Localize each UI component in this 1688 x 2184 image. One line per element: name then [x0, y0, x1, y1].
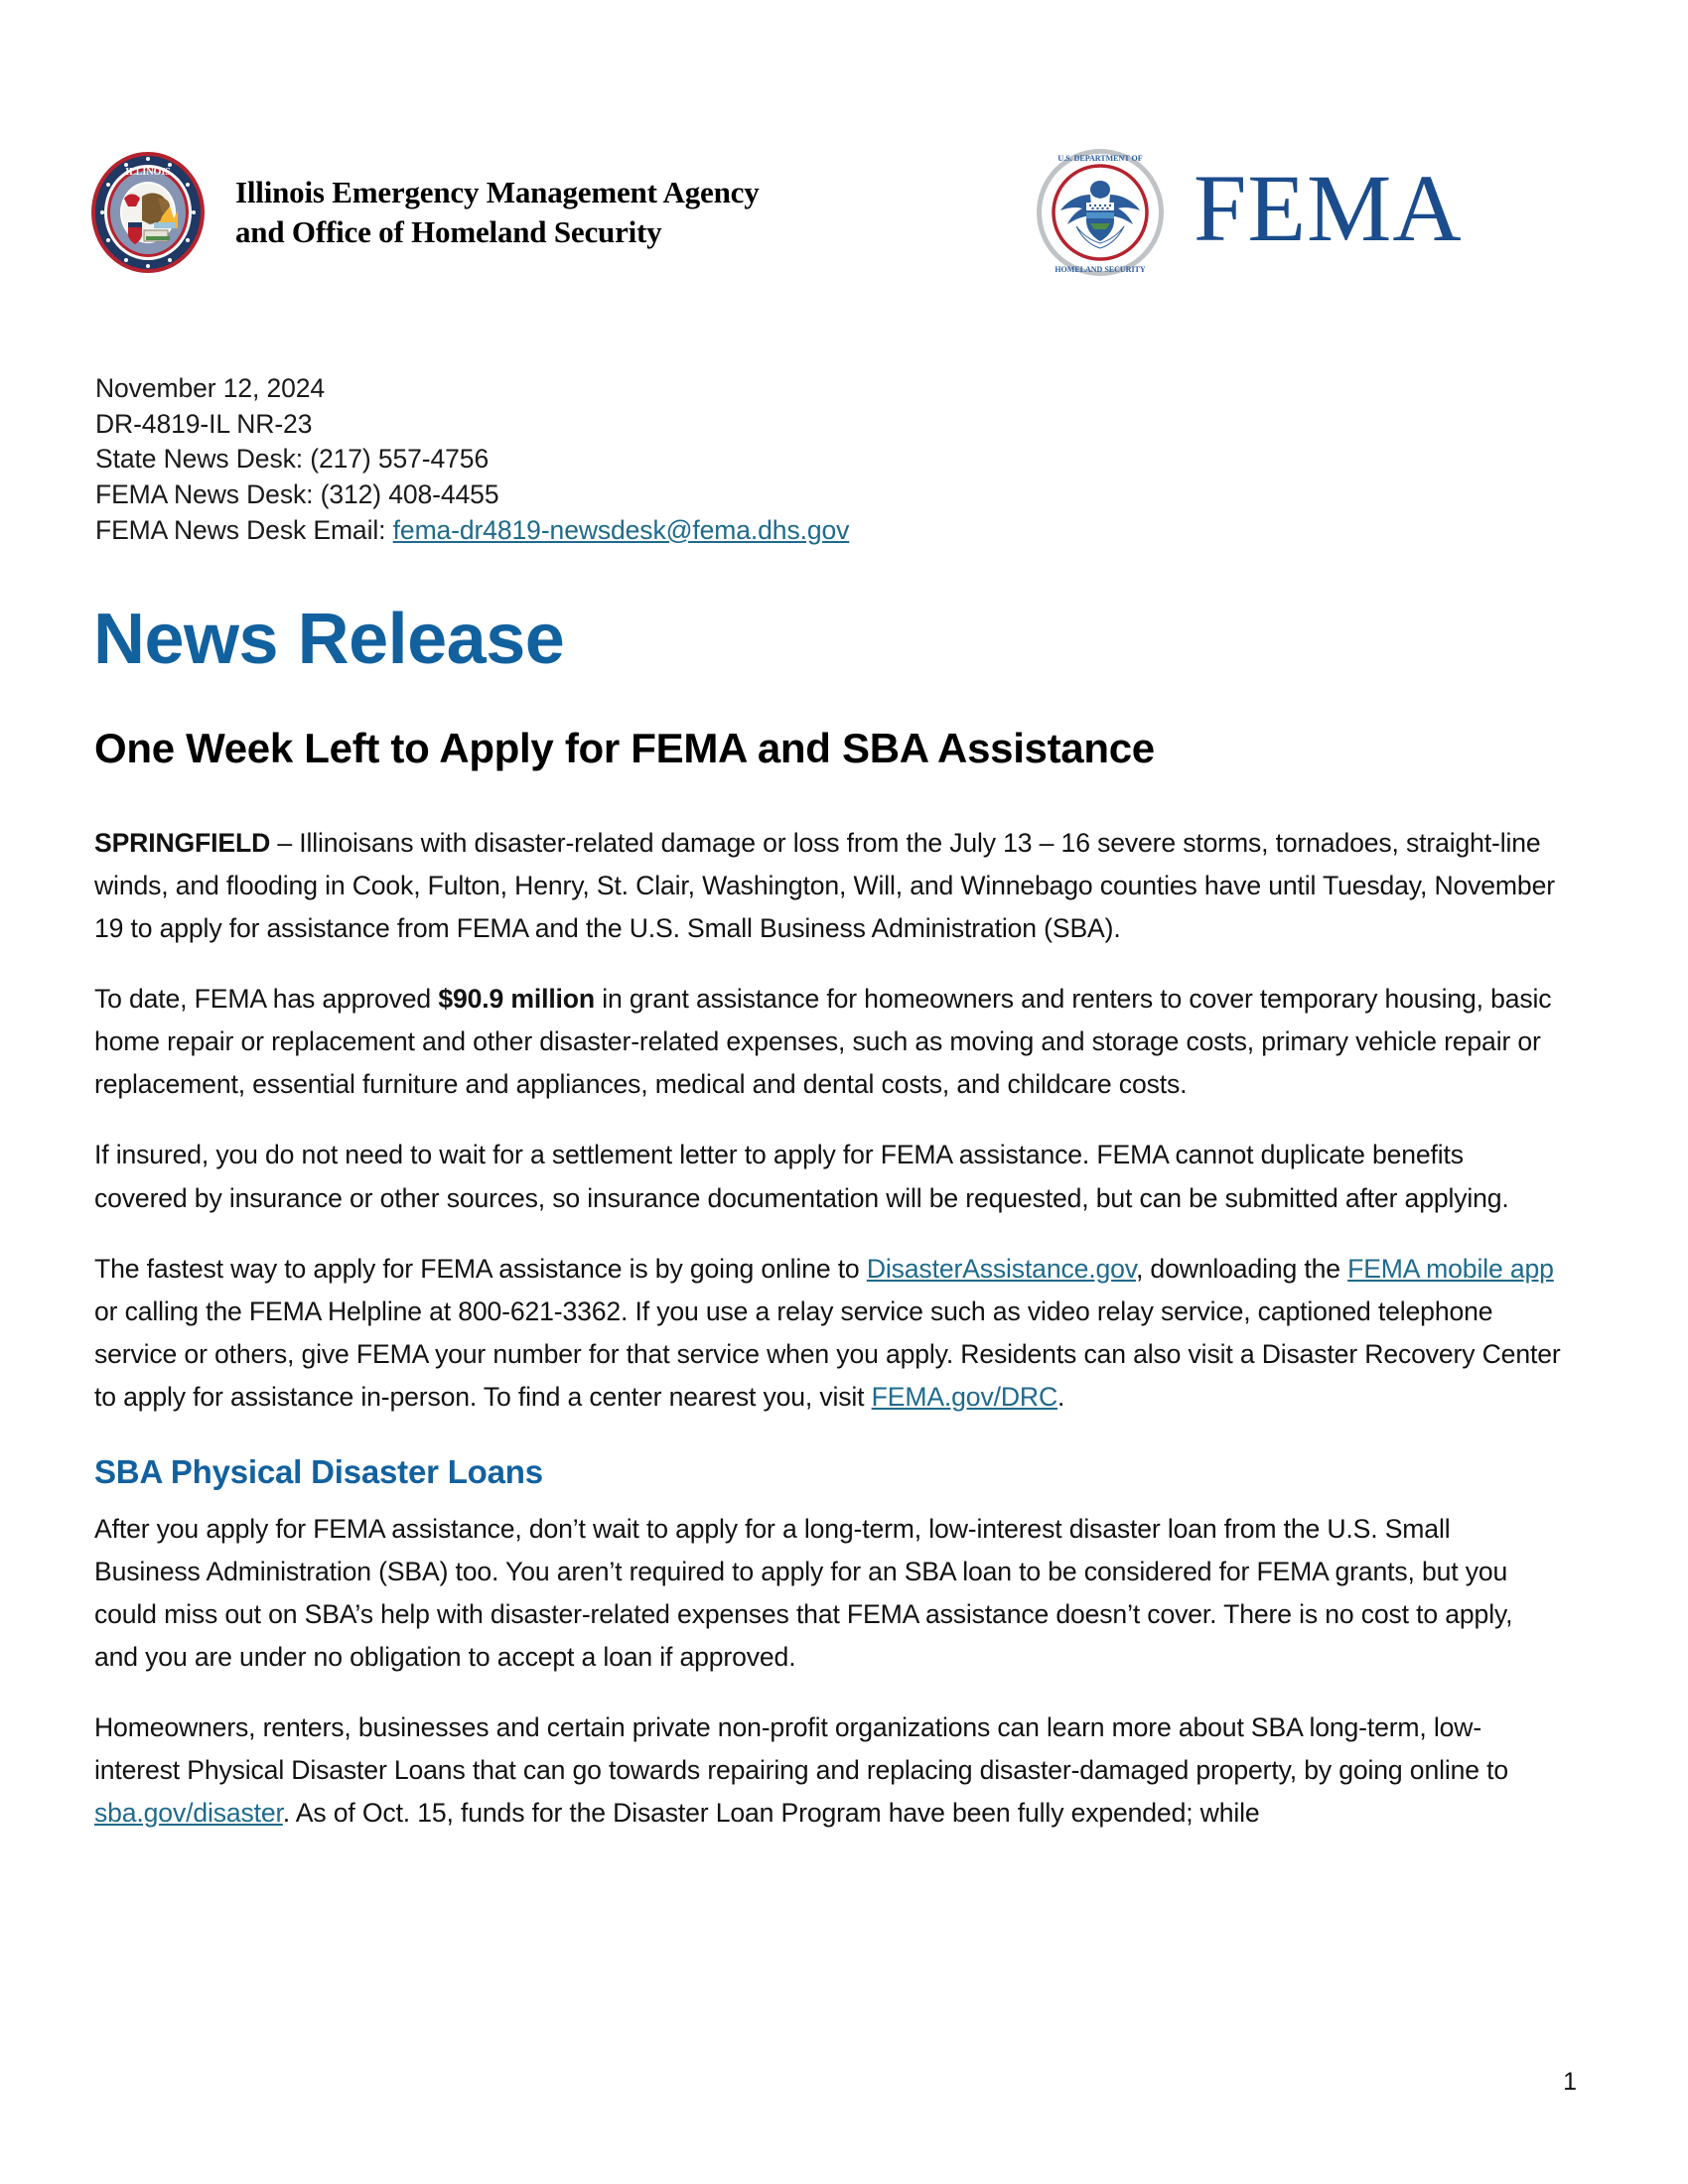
svg-text:U.S. DEPARTMENT OF: U.S. DEPARTMENT OF: [1057, 154, 1143, 163]
paragraph-grant-total: [94, 978, 1562, 1106]
paragraph-1-text: – Illinoisans with disaster-related damage or loss from the July 13 – 16 severe storms, tornadoes, straight-line winds, and flooding in Cook, Fulton, Henry, St. Clair, Washington, Will, and Winnebago counties have until Tuesday, November 19 to apply for assistance from FEMA and the U.S. Small Business Administration (SBA).: [94, 828, 1555, 944]
paragraph-6-text-a: Homeowners, renters, businesses and certain private non-profit organizations can learn more about SBA long-term, low-interest Physical Disaster Loans that can go towards repairing and replacing disaster-damaged property, by going online to: [94, 1711, 1508, 1785]
svg-text:HOMELAND SECURITY: HOMELAND SECURITY: [1055, 265, 1146, 274]
illinois-emergency-management-seal-icon: [84, 149, 211, 276]
fema-gov-drc-link[interactable]: FEMA.gov/DRC: [871, 1381, 1057, 1412]
fema-news-desk-email-link[interactable]: fema-dr4819-newsdesk@fema.dhs.gov: [392, 514, 850, 545]
paragraph-sba-apply: After you apply for FEMA assistance, don’t wait to apply for a long-term, low-interest disaster loan from the U.S. Small Business Administration (SBA) too. You aren’t required to apply for an SBA loan to be considered for FEMA grants, but you could miss out on SBA’s help with disaster-related expenses that FEMA assistance doesn’t cover. There is no cost to apply, and you are under no obligation to accept a loan if approved.: [94, 1513, 1513, 1672]
svg-text:ILLINOIS: ILLINOIS: [125, 167, 171, 178]
dhs-seal-icon: [1033, 145, 1168, 280]
news-release-title: News Release: [93, 600, 565, 679]
paragraph-4-text-a: The fastest way to apply for FEMA assistance is by going online to: [94, 1253, 867, 1284]
paragraph-2-text-a: To date, FEMA has approved: [94, 984, 439, 1015]
fema-wordmark: FEMA: [1194, 155, 1463, 261]
state-news-desk: State News Desk: (217) 557-4756: [95, 444, 490, 475]
paragraph-sba-loans: [94, 1706, 1562, 1835]
disasterassistance-gov-link[interactable]: DisasterAssistance.gov: [866, 1253, 1136, 1284]
paragraph-4-text-b: , downloading the: [1135, 1253, 1348, 1284]
letterhead: [0, 139, 1688, 318]
paragraph-4-text-d: .: [1057, 1381, 1065, 1412]
illinois-agency-name-line1: Illinois Emergency Management Agency: [235, 175, 760, 210]
paragraph-how-to-apply: [94, 1248, 1562, 1419]
fema-mobile-app-link[interactable]: FEMA mobile app: [1347, 1253, 1554, 1284]
release-body: [94, 822, 1562, 1862]
release-contact-block: [95, 371, 849, 548]
paragraph-4-text-c: or calling the FEMA Helpline at 800-621-3362. If you use a relay service such as video relay service, captioned telephone service or others, give FEMA your number for that service when you apply. Residents can also visit a Disaster Recovery Center to apply for assistance in-person. To find a center nearest you, visit: [94, 1296, 1561, 1412]
fema-lockup: [1033, 145, 1463, 280]
page-number: 1: [1563, 2068, 1577, 2096]
fema-news-desk-email-line: [95, 513, 849, 549]
illinois-agency-lockup: [84, 149, 760, 276]
sba-gov-disaster-link[interactable]: sba.gov/disaster: [94, 1798, 283, 1828]
paragraph-insurance: If insured, you do not need to wait for a settlement letter to apply for FEMA assistance. FEMA cannot duplicate benefits covered by insurance or other sources, so insurance documentation will be requested, but can be submitted after applying.: [94, 1140, 1509, 1213]
fema-news-desk-email-label: FEMA News Desk Email:: [95, 514, 393, 545]
illinois-agency-name: [235, 173, 760, 251]
section-heading-sba-physical-disaster-loans: SBA Physical Disaster Loans: [94, 1452, 543, 1490]
paragraph-6-text-b: . As of Oct. 15, funds for the Disaster Loan Program have been fully expended; while: [282, 1798, 1260, 1828]
grant-amount: $90.9 million: [438, 984, 595, 1015]
release-id: DR-4819-IL NR-23: [95, 408, 313, 439]
paragraph-dateline: [94, 822, 1562, 950]
illinois-agency-name-line2: and Office of Homeland Security: [235, 214, 662, 249]
fema-news-desk: FEMA News Desk: (312) 408-4455: [95, 478, 499, 509]
release-date: November 12, 2024: [95, 373, 326, 403]
dateline-city: SPRINGFIELD: [94, 828, 271, 858]
page-title: One Week Left to Apply for FEMA and SBA Assistance: [94, 725, 1155, 771]
paragraph-2-text-b: in grant assistance for homeowners and renters to cover temporary housing, basic home repair or replacement and other disaster-related expenses, such as moving and storage costs, primary vehicle repair or replacement, essential furniture and appliances, medical and dental costs, and childcare costs.: [94, 984, 1552, 1100]
